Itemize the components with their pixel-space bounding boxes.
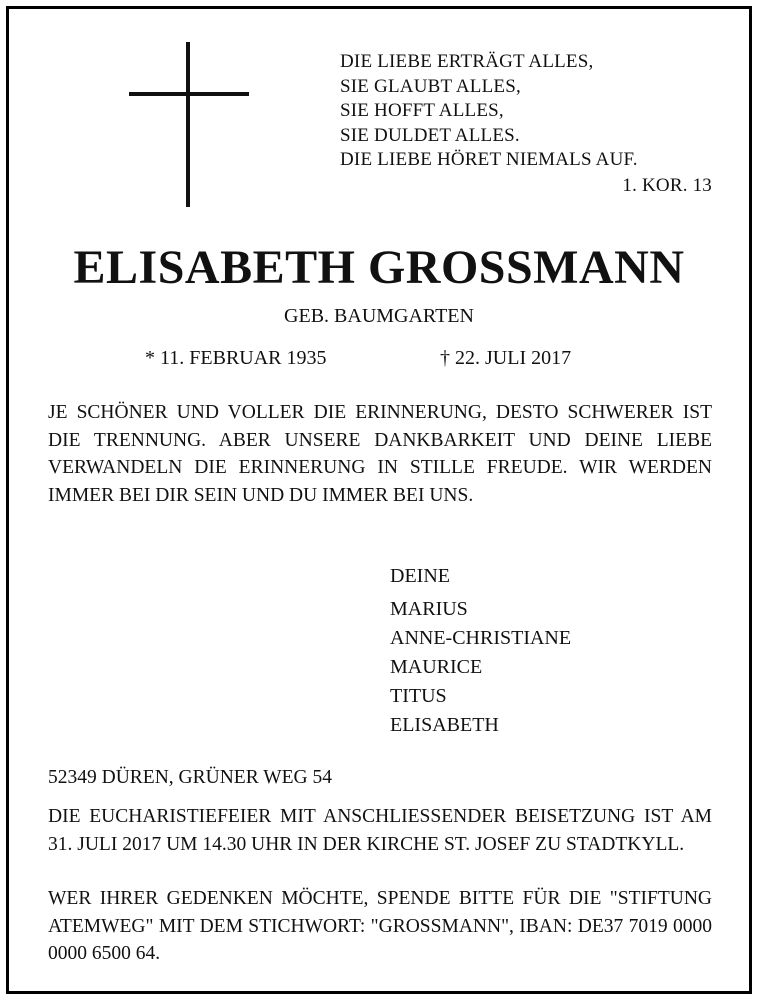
verse-line: SIE GLAUBT ALLES, [340, 75, 521, 97]
mourner-name: ELISABETH [390, 714, 499, 736]
mourner-name: MAURICE [390, 656, 483, 678]
bible-verse [340, 50, 712, 198]
maiden-name: GEB. BAUMGARTEN [284, 305, 474, 327]
mourners-list [390, 562, 571, 740]
service-info: DIE EUCHARISTIEFEIER MIT ANSCHLIESSENDER BEISETZUNG IST AM 31. JULI 2017 UM 14.30 UHR IN DER KIRCHE ST. JOSEF ZU STADTKYLL. [48, 806, 712, 855]
donation-info: WER IHRER GEDENKEN MÖCHTE, SPENDE BITTE FÜR DIE "STIFTUNG ATEMWEG" MIT DEM STICHWORT: "GROSSMANN", IBAN: DE37 7019 0000 0000 6500 64. [48, 888, 712, 964]
verse-line: DIE LIEBE ERTRÄGT ALLES, [340, 51, 594, 72]
verse-line: SIE HOFFT ALLES, [340, 100, 504, 121]
birth-date: * 11. FEBRUAR 1935 [145, 347, 327, 369]
mourner-name: TITUS [390, 685, 447, 707]
mourner-name: ANNE-CHRISTIANE [390, 627, 572, 649]
verse-reference: 1. KOR. 13 [622, 174, 712, 196]
mourners-intro: DEINE [390, 565, 450, 587]
family-address: 52349 DÜREN, GRÜNER WEG 54 [48, 767, 333, 788]
verse-line: DIE LIEBE HÖRET NIEMALS AUF. [340, 149, 638, 170]
mourner-name: MARIUS [390, 598, 468, 620]
verse-line: SIE DULDET ALLES. [340, 124, 520, 146]
deceased-name: ELISABETH GROSSMANN [73, 241, 685, 294]
memorial-message: JE SCHÖNER UND VOLLER DIE ERINNERUNG, DESTO SCHWERER IST DIE TRENNUNG. ABER UNSERE DANKBARKEIT UND DEINE LIEBE VERWANDELN DIE ERINNERUNG IN STILLE FREUDE. WIR WERDEN IMMER BEI DIR SEIN UND DU IMMER BEI UNS. [48, 402, 712, 506]
death-date: † 22. JULI 2017 [440, 347, 572, 369]
